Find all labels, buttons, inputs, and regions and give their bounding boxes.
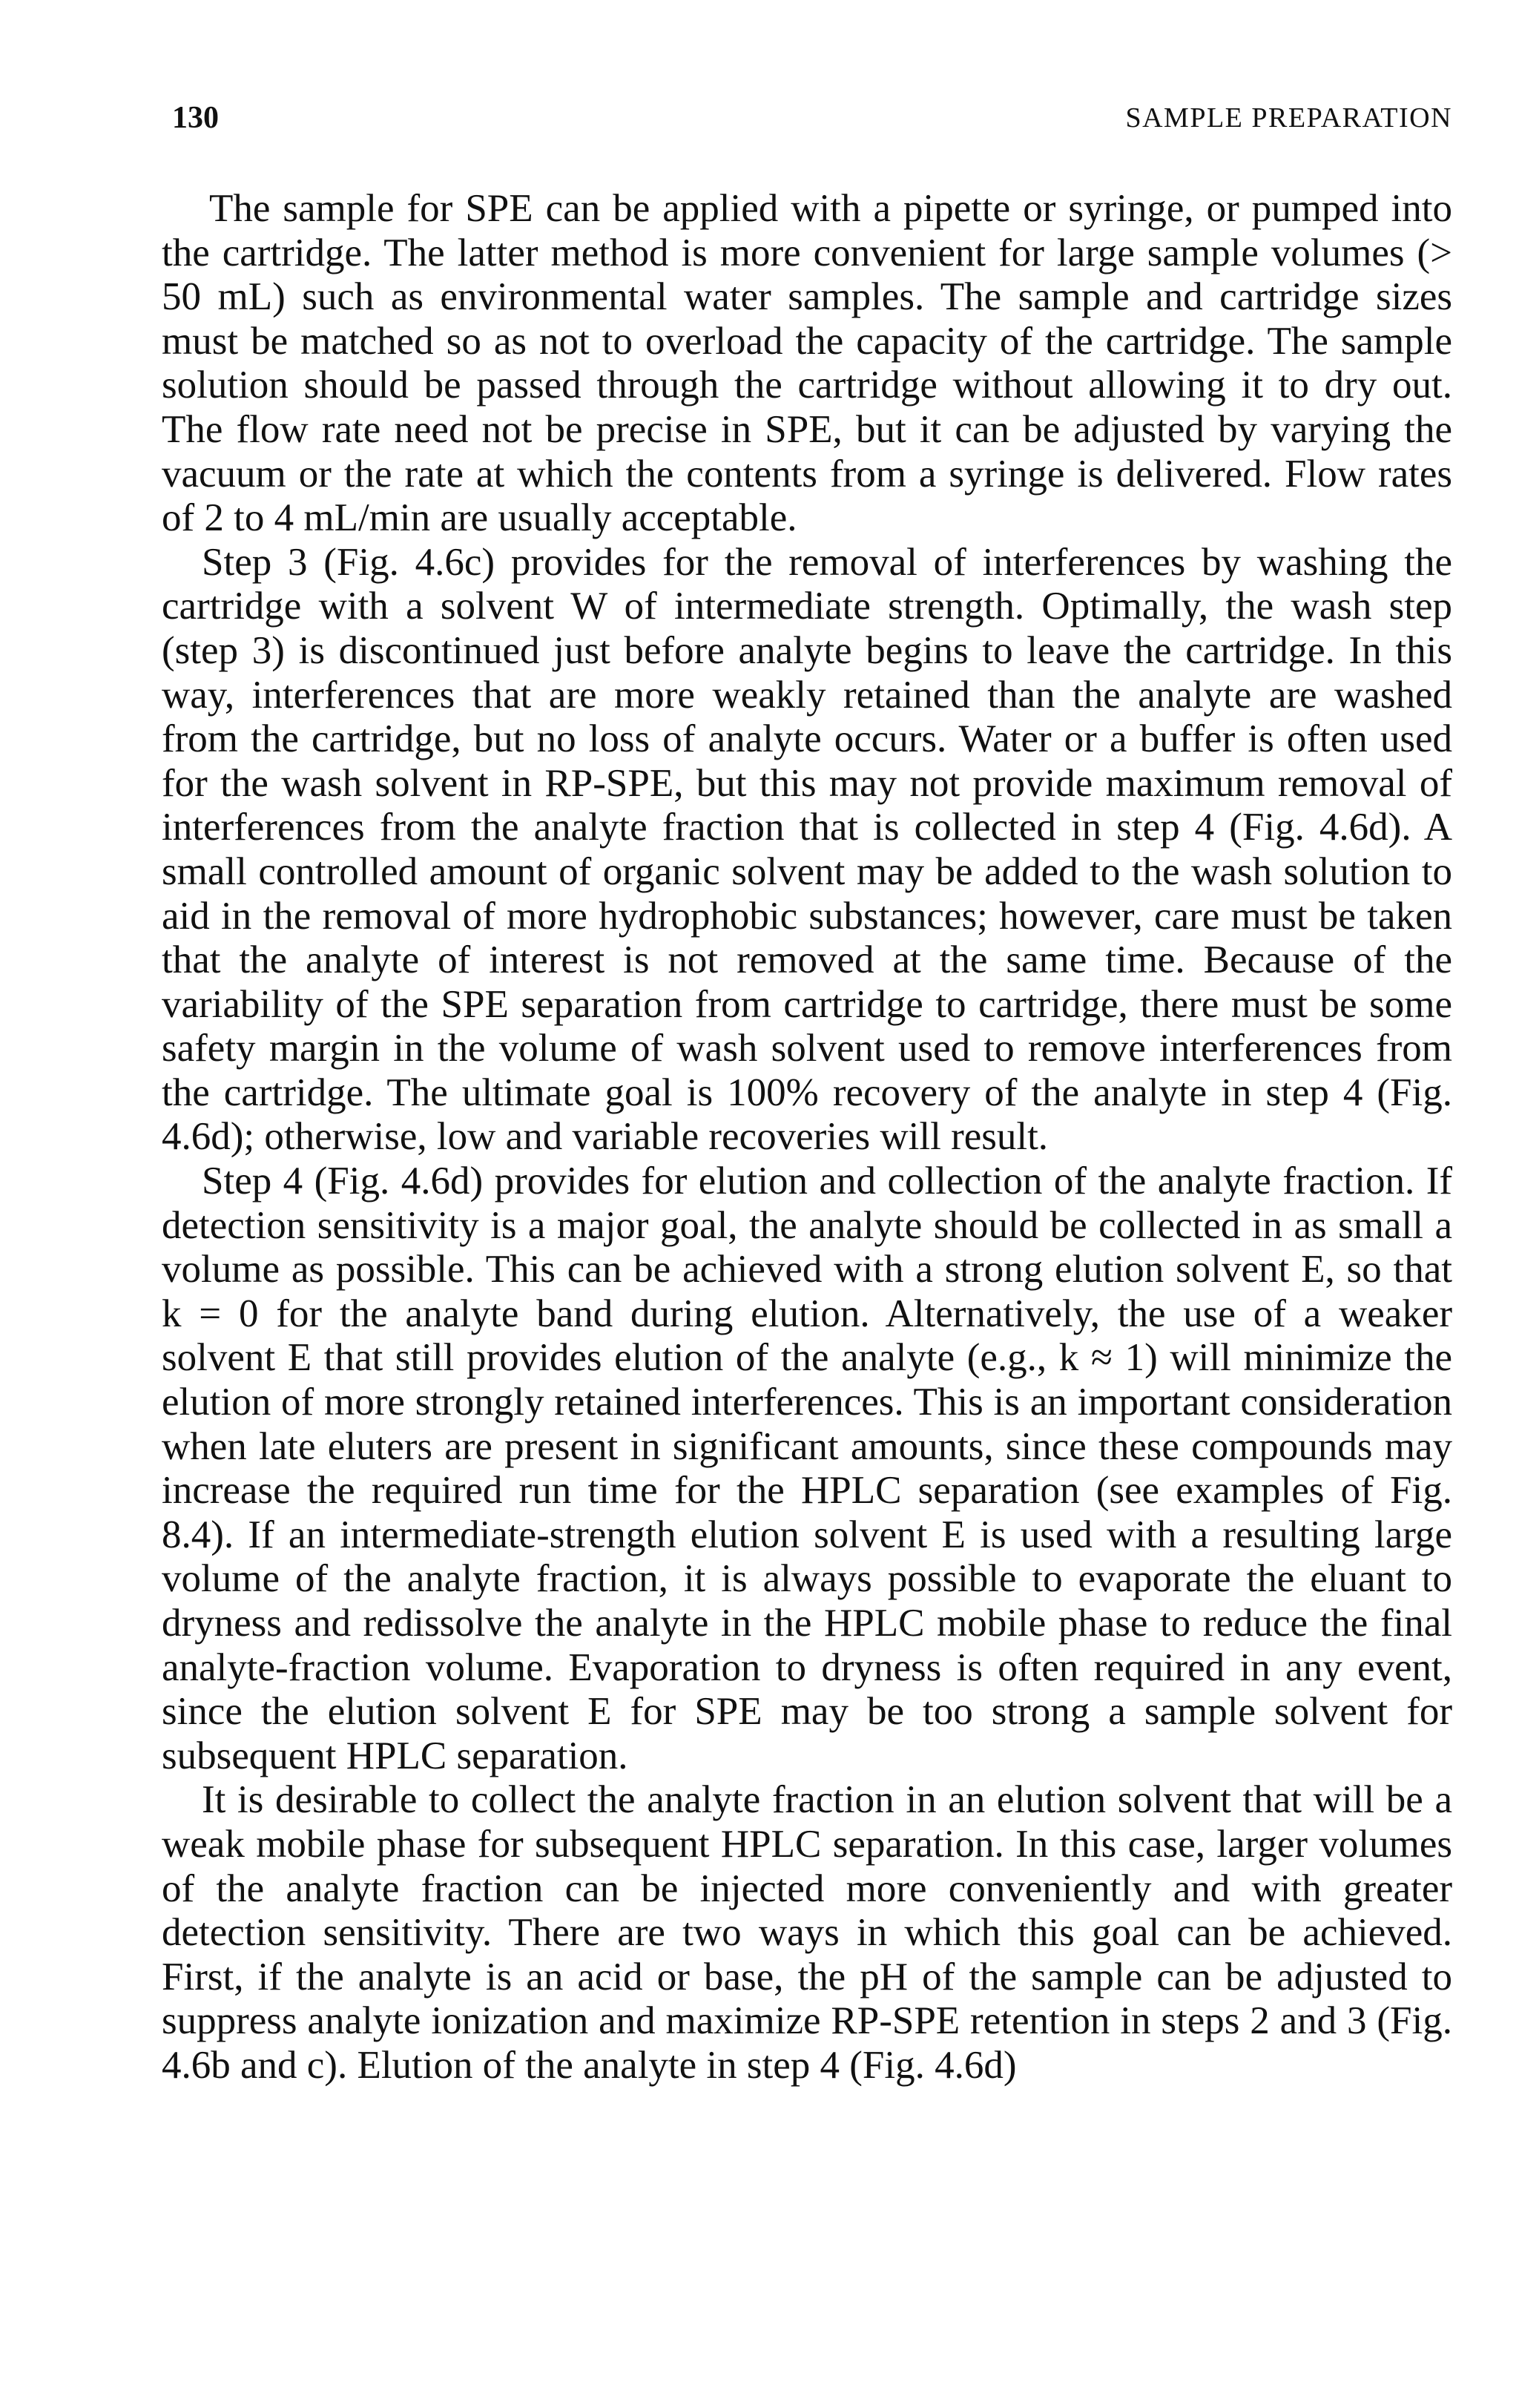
paragraph-step-4-elution: Step 4 (Fig. 4.6d) provides for elution and collection of the analyte fraction. If detection sensitivity is a major goal, the analyte should be collected in as small a volume as possible. This can be achieved with a strong elution solvent E, so that k = 0 for the analyte band during elution. Alternatively, the use of a weaker solvent E that still provides elution of the analyte (e.g., k ≈ 1) will minimize the elution of more strongly retained interferences. This is an important consideration when late eluters are present in significant amounts, since these compounds may increase the required run time for the HPLC separation (see examples of Fig. 8.4). If an intermediate-strength elution solvent E is used with a resulting large volume of the analyte fraction, it is always possible to evaporate the eluant to dryness and redissolve the analyte in the HPLC mobile phase to reduce the final analyte-fraction volume. Evaporation to dryness is often required in any event, since the elution solvent E for SPE may be too strong a sample solvent for subsequent HPLC separation. [162, 1159, 1452, 1777]
paragraph-step-3-wash: Step 3 (Fig. 4.6c) provides for the removal of interferences by washing the cartridge with a solvent W of intermediate strength. Optimally, the wash step (step 3) is discontinued just before analyte begins to leave the cartridge. In this way, interferences that are more weakly retained than the analyte are washed from the cartridge, but no loss of analyte occurs. Water or a buffer is often used for the wash solvent in RP-SPE, but this may not provide maximum removal of interferences from the analyte fraction that is collected in step 4 (Fig. 4.6d). A small controlled amount of organic solvent may be added to the wash solution to aid in the removal of more hydrophobic substances; however, care must be taken that the analyte of interest is not removed at the same time. Because of the variability of the SPE separation from cartridge to cartridge, there must be some safety margin in the volume of wash solvent used to remove interferences from the cartridge. The ultimate goal is 100% recovery of the analyte in step 4 (Fig. 4.6d); otherwise, low and variable recoveries will result. [162, 540, 1452, 1159]
running-title: SAMPLE PREPARATION [1125, 102, 1452, 134]
page-number: 130 [172, 101, 219, 135]
running-head [172, 92, 1452, 144]
paragraph-weak-mobile-phase: It is desirable to collect the analyte fraction in an elution solvent that will be a weak mobile phase for subsequent HPLC separation. In this case, larger volumes of the analyte fraction can be injected more conveniently and with greater detection sensitivity. There are two ways in which this goal can be achieved. First, if the analyte is an acid or base, the pH of the sample can be adjusted to suppress analyte ionization and maximize RP-SPE retention in steps 2 and 3 (Fig. 4.6b and c). Elution of the analyte in step 4 (Fig. 4.6d) [162, 1778, 1452, 2087]
body-text [162, 187, 1452, 2088]
paragraph-sample-application: The sample for SPE can be applied with a pipette or syringe, or pumped into the cartridge. The latter method is more convenient for large sample volumes (> 50 mL) such as environmental water samples. The sample and cartridge sizes must be matched so as not to overload the capacity of the cartridge. The sample solution should be passed through the cartridge without allowing it to dry out. The flow rate need not be precise in SPE, but it can be adjusted by varying the vacuum or the rate at which the contents from a syringe is delivered. Flow rates of 2 to 4 mL/min are usually acceptable. [162, 187, 1452, 540]
